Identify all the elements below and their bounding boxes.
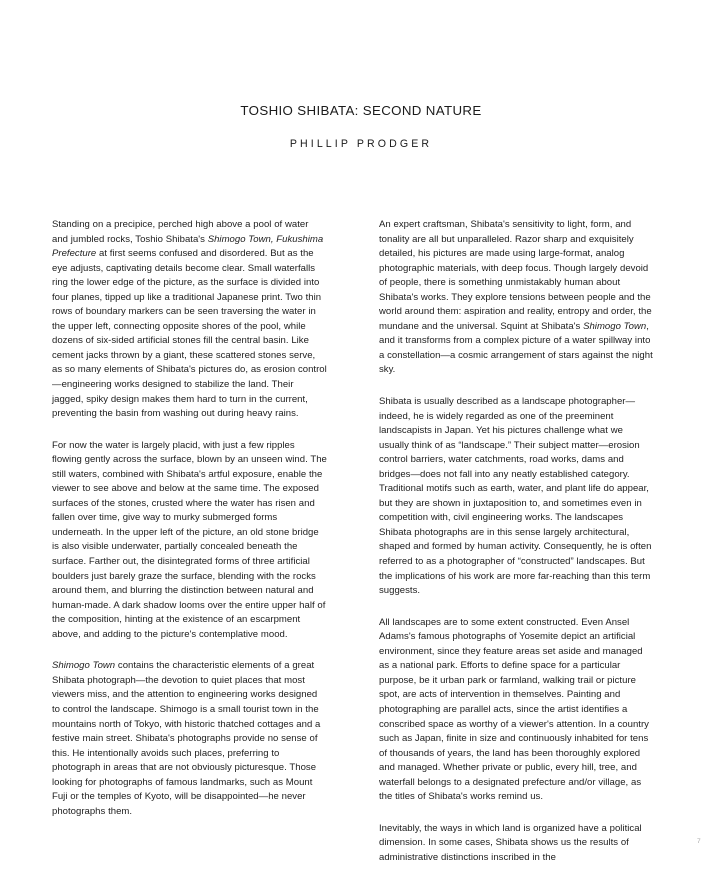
body-paragraph: All landscapes are to some extent constructed. Even Ansel Adams's famous photographs of Yosemite depict an artificial environment, since they feature areas set aside and managed as a national park. Efforts to define space for a particular purpose, be it urban park or farmland, walking trail or picture spot, are acts of intervention in themselves. Painting and photographing are parallel acts, since the artist identifies a conscribed space as worthy of a viewer's attention. In a country such as Japan, finite in size and continuously inhabited for tens of thousands of years, the land has been thoroughly explored and managed. Whether private or public, every hill, tree, and waterfall belongs to a designated prefecture and/or village, as the titles of Shibata's works remind us. [379,616,649,803]
body-paragraph: For now the water is largely placid, with just a few ripples flowing gently across the surface, blown by an unseen wind. The still waters, combined with Shibata's artful exposure, enable the viewer to see above and below at the same time. The exposed surfaces of the stones, crusted where the water has risen and fallen over time, give way to murky submerged forms underneath. In the upper left of the picture, an old stone bridge is also visible underwater, partially concealed beneath the surface. Farther out, the disintegrated forms of three artificial boulders just barely graze the surface, blending with the rocks around them, and blurring the distinction between natural and human-made. A dark shadow looms over the entire upper half of the composition, hinting at the existence of an escarpment above, and adding to the picture's contemplative mood. [52,439,327,640]
body-paragraph: An expert craftsman, Shibata's sensitivity to light, form, and tonality are all but unparalleled. Razor sharp and exquisitely detailed, his pictures are made using large-format, analog photographic materials, with deep focus. Though largely devoid of people, there is something unmistakably human about Shibata's works. They explore tensions between people and the world around them: aspiration and reality, entropy and order, the mundane and the universal. Squint at Shibata's Shimogo Town, and it transforms from a complex picture of a water spillway into a constellation—a cosmic arrangement of stars against the night sky. [379,219,653,376]
text-column-left [52,218,327,865]
italic-title-run: Shimogo Town [583,320,647,332]
author-byline: PHILLIP PRODGER [289,138,433,150]
body-paragraph: Shimogo Town contains the characteristic elements of a great Shibata photograph—the devotion to quiet places that most viewers miss, and the attention to engineering works designed to control the landscape. Shimogo is a small tourist town in the mountains north of Tokyo, with historic thatched cottages and a festive main street. Shibata's photographs provide no sense of this. He intentionally avoids such places, preferring to photograph in areas that are not obviously picturesque. Those looking for photographs of famous landmarks, such as Mount Fuji or the temples of Kyoto, will be disappointed—he never photographs them. [52,660,321,817]
italic-title-run: Shimogo Town [52,660,116,672]
page-title: TOSHIO SHIBATA: SECOND NATURE [240,102,482,118]
page-number: 7 [697,838,701,845]
text-column-right [379,218,654,865]
body-paragraph: Inevitably, the ways in which land is organized have a political dimension. In some cases, Shibata shows us the results of administrative distinctions inscribed in the [379,822,642,863]
body-paragraph: Standing on a precipice, perched high above a pool of water and jumbled rocks, Toshio Shibata's Shimogo Town, Fukushima Prefecture at first seems confused and disordered. But as the eye adjusts, captivating details become clear. Small waterfalls ring the lower edge of the picture, as the surface is divided into four planes, tipped up like a traditional Japanese print. Two thin rows of boundary markers can be seen traversing the water in the upper left, connecting opposite shores of the pool, while dozens of six-sided artificial stones fill the central basin. Like cement jacks thrown by a giant, these scattered stones serve, as so many elements of Shibata's pictures do, as erosion control—engineering works designed to stabilize the land. Their jagged, spiky design makes them hard to turn in the current, preventing the basin from washing out during heavy rains. [52,219,327,420]
body-text-columns [52,218,654,865]
italic-title-run: Shimogo Town, Fukushima Prefecture [52,233,324,260]
body-paragraph: Shibata is usually described as a landscape photographer—indeed, he is widely regarded as one of the preeminent landscapists in Japan. Yet his pictures challenge what we usually think of as “landscape.” Their subject matter—erosion control barriers, water catchments, road works, dams and bridges—does not fall into any neatly established category. Traditional motifs such as earth, water, and plant life do appear, but they are shown in juxtaposition to, and sometimes even in competition with, civil engineering works. The landscapes Shibata photographs are in this sense largely architectural, shaped and formed by human activity. Consequently, he is often referred to as a photographer of “constructed” landscapes. But the implications of his work are more far-reaching than this term suggests. [379,396,652,597]
